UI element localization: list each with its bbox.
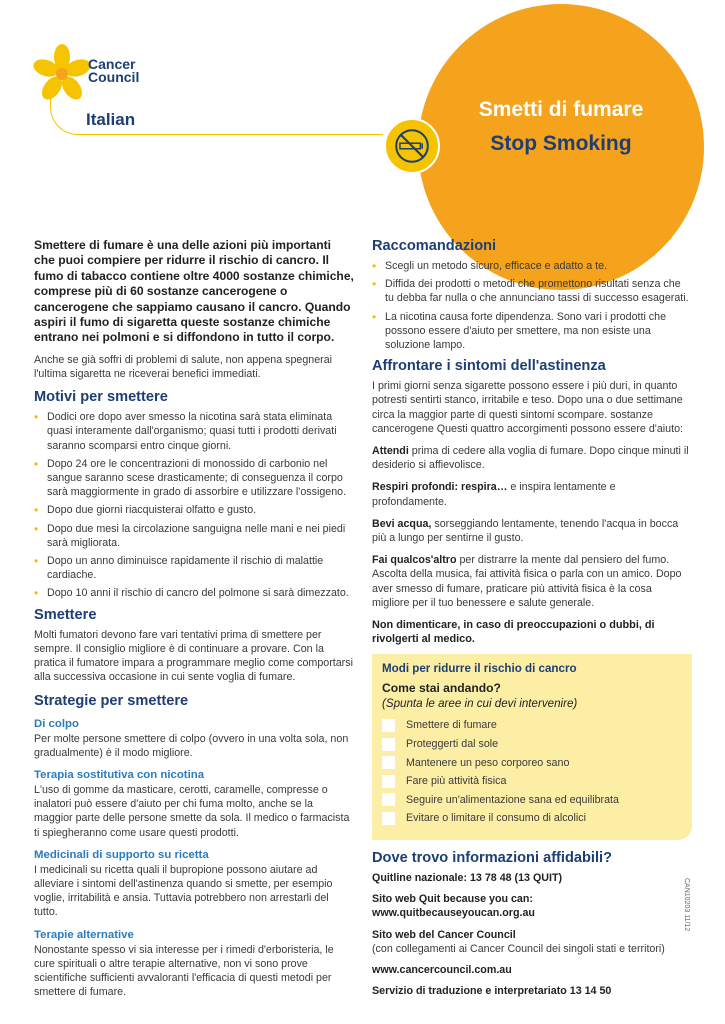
checklist-item[interactable]: Mantenere un peso corporeo sano: [382, 756, 682, 770]
quit-website-link[interactable]: www.quitbecauseyoucan.org.au: [372, 907, 535, 920]
quitline-number: Quitline nazionale: 13 78 48 (13 QUIT): [372, 872, 563, 885]
document-code: CAN10203 11/12: [683, 878, 690, 932]
astinenza-intro: I primi giorni senza sigarette possono essere i più duri, in quanto potresti sentirti stanco, irritabile e teso. Dopo una o due settimane circa la maggior parte di questi sintomi scompare. sostanze cancerogene Questi quattro accorgimenti possono essere d'aiuto:: [372, 380, 683, 435]
ricetta-heading: Medicinali di supporto su ricetta: [34, 848, 209, 861]
tip-respiri: Respiri profondi: respira… e inspira lentamente e profondamente.: [372, 481, 616, 508]
checkbox[interactable]: [382, 793, 395, 806]
checklist-question: Come stai andando?: [382, 681, 501, 696]
checklist-item[interactable]: Seguire un'alimentazione sana ed equilibrata: [382, 793, 682, 807]
alternative-text: Nonostante spesso vi sia interesse per i rimedi d'erboristeria, le cure spirituali o altre terapie alternative, non vi sono prove scientifiche sufficienti avvaloranti l'efficacia di questi metodi per smettere di fumare.: [34, 943, 334, 999]
tip-attendi: Attendi prima di cedere alla voglia di fumare. Dopo cinque minuti il desiderio si affievolisce.: [372, 445, 689, 472]
checklist-item[interactable]: Fare più attività fisica: [382, 774, 682, 788]
checkbox[interactable]: [382, 719, 395, 732]
raccomandazioni-list: [372, 259, 692, 352]
list-item: • Dopo due giorni riacquisterai olfatto e gusto.: [34, 503, 354, 517]
checklist-heading: Modi per ridurre il rischio di cancro: [382, 662, 577, 676]
alternative-heading: Terapie alternative: [34, 928, 134, 941]
title-english: Stop Smoking: [490, 132, 632, 155]
astinenza-closing: Non dimenticare, in caso di preoccupazioni o dubbi, di rivolgerti al medico.: [372, 619, 655, 646]
strategie-heading: Strategie per smettere: [34, 692, 189, 709]
astinenza-heading: Affrontare i sintomi dell'astinenza: [372, 358, 606, 375]
checkbox[interactable]: [382, 775, 395, 788]
intro-text: Anche se già soffri di problemi di salute, non appena spegnerai l'ultima sigaretta ne riceverai benefici immediati.: [34, 353, 333, 381]
checkbox[interactable]: [382, 738, 395, 751]
list-item: • Scegli un metodo sicuro, efficace e adatto a te.: [372, 259, 692, 273]
smettere-heading: Smettere: [34, 606, 97, 623]
checklist-item[interactable]: Smettere di fumare: [382, 718, 682, 732]
list-item: • Dopo 10 anni il rischio di cancro del polmone si sarà dimezzato.: [34, 586, 354, 600]
colpo-heading: Di colpo: [34, 717, 79, 730]
checkbox[interactable]: [382, 756, 395, 769]
nicotina-text: L'uso di gomme da masticare, cerotti, caramelle, compresse o inalatori può essere d'aiuto per chi fuma molto, anche se la maggior parte delle persone smette da sola. Il medico o farmacista ti spiegheranno come usare questi prodotti.: [34, 783, 350, 839]
list-item: • Dodici ore dopo aver smesso la nicotina sarà stata eliminata quasi interamente dall'organismo; quasi tutti i prodotti derivati saranno scomparsi entro cinque giorni.: [34, 410, 354, 453]
list-item: • La nicotina causa forte dipendenza. Sono vari i prodotti che possono essere d'aiuto per smettere, ma non esiste una soluzione lampo.: [372, 310, 692, 353]
tip-bevi: Bevi acqua, sorseggiando lentamente, tenendo l'acqua in bocca più a lungo per sentirne il gusto.: [372, 517, 679, 545]
title-italian: Smetti di fumare: [478, 98, 644, 121]
list-item: • Dopo 24 ore le concentrazioni di monossido di carbonio nel sangue saranno scese drasticamente; di conseguenza il corpo sarà maggiormente in grado di assorbire e utilizzare l'ossigeno.: [34, 457, 354, 500]
language-label: Italian: [86, 110, 136, 129]
left-column: [34, 238, 354, 999]
no-smoking-icon: [384, 118, 440, 174]
quit-website: Sito web Quit because you can: www.quitbecauseyoucan.org.au: [372, 893, 535, 920]
intro-bold: Smettere di fumare è una delle azioni più importanti che puoi compiere per ridurre il rischio di cancro. Il fumo di tabacco contiene oltre 4000 sostanze chimiche, comprese più di 60 sostanze cancerogene o cancerogene che sappiamo causano il cancro. Quando aspiri il fumo di sigaretta queste sostanze chimiche entrano nei polmoni e si diffondono in tutto il corpo.: [34, 238, 354, 345]
list-item: • Dopo due mesi la circolazione sanguigna nelle mani e nei piedi sarà migliorata.: [34, 522, 354, 550]
cc-website-link[interactable]: www.cancercouncil.com.au: [372, 964, 512, 977]
right-column: [372, 238, 692, 1005]
info-heading: Dove trovo informazioni affidabili?: [372, 850, 612, 867]
motivi-heading: Motivi per smettere: [34, 389, 168, 406]
motivi-list: [34, 410, 354, 600]
checklist-subtitle: (Spunta le aree in cui devi intervenire): [382, 697, 578, 711]
list-item: • Diffida dei prodotti o metodi che promettono risultati senza che tu debba far nulla o che annunciano tassi di successo esagerati.: [372, 277, 692, 305]
brand-name: Cancer Council: [88, 56, 140, 85]
nicotina-heading: Terapia sostitutiva con nicotina: [34, 768, 205, 781]
checklist-box: [372, 654, 692, 840]
cc-website: Sito web del Cancer Council (con collegamenti ai Cancer Council dei singoli stati e territori): [372, 928, 665, 955]
checkbox[interactable]: [382, 812, 395, 825]
tip-fai: Fai qualcos'altro per distrarre la mente dal pensiero del fumo. Ascolta della musica, fai attività fisica o parla con un amico. Dopo aver smesso di fumare, praticare più attività fisica è la cosa migliore per il tuo benessere e salute generale.: [372, 554, 682, 609]
checklist-item[interactable]: Proteggerti dal sole: [382, 737, 682, 751]
list-item: • Dopo un anno diminuisce rapidamente il rischio di malattie cardiache.: [34, 554, 354, 582]
translation-service: Servizio di traduzione e interpretariato 13 14 50: [372, 985, 612, 998]
raccomandazioni-heading: Raccomandazioni: [372, 238, 497, 254]
smettere-text: Molti fumatori devono fare vari tentativi prima di smettere per sempre. Il consiglio migliore è di continuare a provare. Con la pratica il fumatore impara a programmare meglio come comportarsi alla successiva occasione in cui sente voglia di fumare.: [34, 628, 353, 684]
checklist-item[interactable]: Evitare o limitare il consumo di alcolici: [382, 811, 682, 825]
ricetta-text: I medicinali su ricetta quali il bupropione possono aiutare ad alleviare i sintomi dell'astinenza quando si smette, per esempio voglie, irritabilità e ansia. Tuttavia potrebbero non arrestarli del tutto.: [34, 863, 333, 919]
colpo-text: Per molte persone smettere di colpo (ovvero in una volta sola, non gradualmente) è il modo migliore.: [34, 732, 349, 759]
